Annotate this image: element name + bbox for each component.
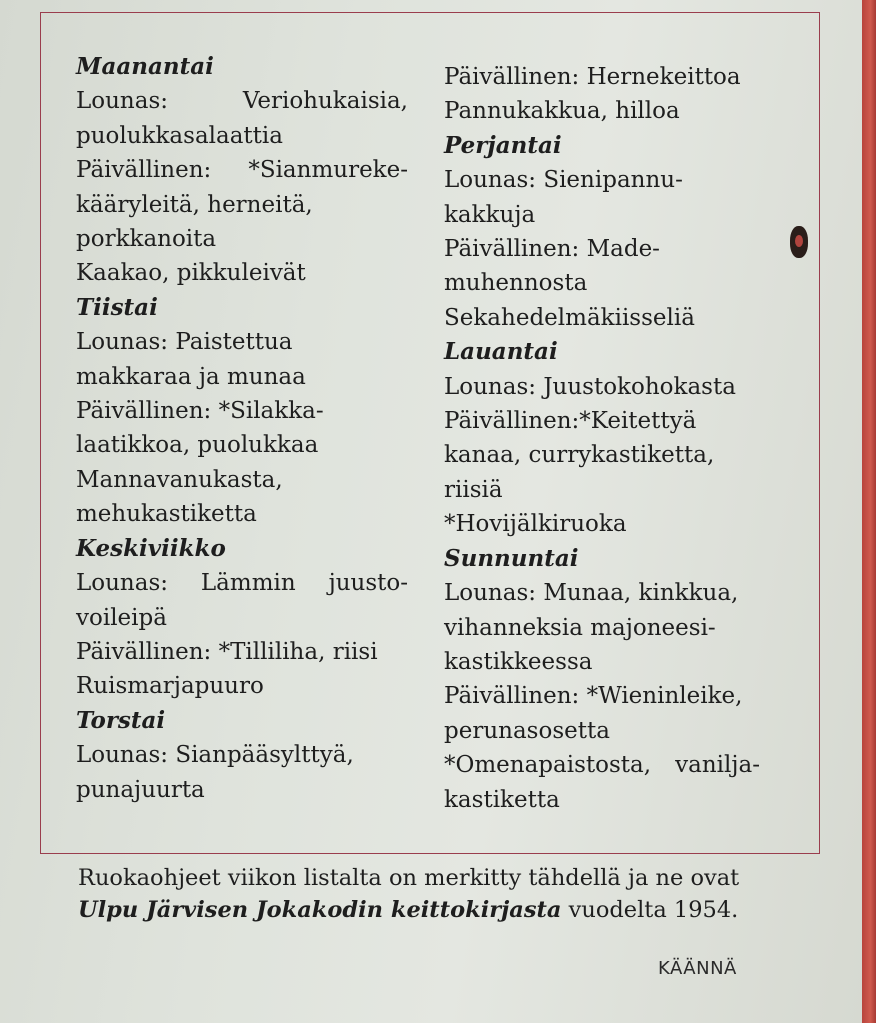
menu-line: punajuurta — [76, 776, 205, 803]
menu-line: kastiketta — [444, 786, 560, 813]
menu-line: muhennosta — [444, 270, 588, 297]
menu-word: Lounas: — [76, 570, 169, 597]
menu-line: Kaakao, pikkuleivät — [76, 260, 306, 287]
menu-line: kanaa, currykastiketta, — [444, 442, 715, 469]
menu-line: Lounas: Paistettua — [76, 329, 293, 356]
menu-line: Lounas: Sienipannu- — [444, 167, 683, 194]
menu-line: porkkanoita — [76, 226, 217, 253]
menu-line: puolukkasalaattia — [76, 122, 283, 149]
menu-word: Veriohukaisia, — [242, 88, 408, 115]
menu-line: riisiä — [444, 476, 503, 503]
day-heading: Torstai — [76, 706, 166, 734]
menu-line: Päivällinen: Hernekeittoa — [444, 64, 741, 90]
menu-column-right — [444, 60, 760, 817]
menu-line: Pannukakkua, hilloa — [444, 98, 680, 125]
menu-line: Mannavanukasta, — [76, 466, 283, 493]
menu-line: makkaraa ja munaa — [76, 363, 306, 390]
menu-line: Ruismarjapuuro — [76, 673, 264, 700]
menu-line: laatikkoa, puolukkaa — [76, 432, 319, 459]
day-heading: Sunnuntai — [444, 544, 579, 572]
footer-note — [78, 862, 798, 926]
menu-line — [76, 84, 408, 118]
menu-line: mehukastiketta — [76, 501, 257, 528]
menu-line: perunasosetta — [444, 717, 610, 744]
menu-line: kastikkeessa — [444, 648, 593, 675]
menu-line — [444, 748, 760, 782]
day-heading: Tiistai — [76, 293, 158, 321]
menu-line — [76, 153, 408, 187]
menu-line: Päivällinen: *Tilliliha, riisi — [76, 638, 378, 665]
menu-word: *Omenapaistosta, — [444, 752, 652, 779]
day-heading: Maanantai — [76, 53, 214, 80]
menu-column-left — [76, 50, 408, 807]
menu-word: *Sianmureke- — [248, 157, 408, 184]
menu-line: Lounas: Juustokohokasta — [444, 373, 736, 400]
menu-line — [76, 566, 408, 600]
turn-page-label[interactable]: KÄÄNNÄ — [658, 958, 737, 979]
menu-word: vanilja- — [675, 752, 760, 779]
menu-word: juusto- — [328, 570, 408, 597]
menu-line: Lounas: Sianpääsylttyä, — [76, 742, 354, 769]
menu-line: kääryleitä, herneitä, — [76, 191, 313, 218]
menu-word: Päivällinen: — [76, 157, 212, 184]
menu-line: Päivällinen: Made- — [444, 236, 660, 263]
day-heading: Lauantai — [444, 338, 558, 366]
menu-line: vihanneksia majoneesi- — [444, 614, 716, 641]
cookbook-title: Ulpu Järvisen Jokakodin keittokirjasta — [78, 897, 562, 923]
menu-word: Lounas: — [76, 88, 169, 115]
footer-line-2: vuodelta 1954. — [561, 897, 739, 923]
menu-line: voileipä — [76, 604, 167, 631]
menu-line: kakkuja — [444, 201, 536, 228]
menu-line: Lounas: Munaa, kinkkua, — [444, 580, 739, 607]
menu-line: Päivällinen:*Keitettyä — [444, 408, 697, 435]
menu-word: Lämmin — [200, 570, 296, 597]
footer-line-1: Ruokaohjeet viikon listalta on merkitty tähdellä ja ne ovat — [78, 865, 740, 891]
menu-line: Päivällinen: *Wieninleike, — [444, 683, 743, 710]
page-edge — [862, 0, 876, 1023]
day-heading: Keskiviikko — [76, 534, 226, 562]
day-heading: Perjantai — [444, 131, 562, 159]
menu-line: *Hovijälkiruoka — [444, 511, 627, 538]
menu-line: Päivällinen: *Silakka- — [76, 398, 324, 425]
menu-line: Sekahedelmäkiisseliä — [444, 304, 695, 331]
